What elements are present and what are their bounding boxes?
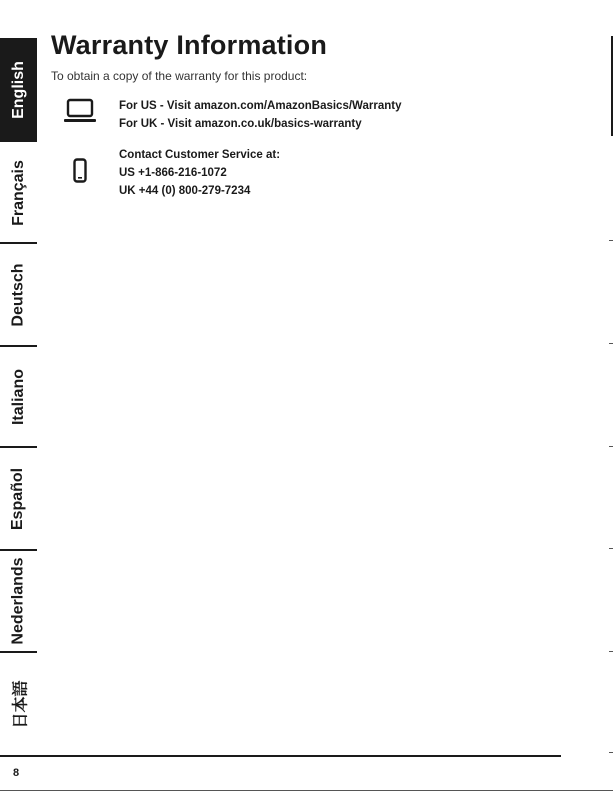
tab-espanol-label: Español <box>9 467 27 531</box>
edge-tick <box>609 343 613 344</box>
edge-tick <box>609 752 613 753</box>
page-subtitle: To obtain a copy of the warranty for this product: <box>51 69 308 83</box>
edge-tick <box>609 240 613 241</box>
tab-japanese-label: 日本語 <box>12 679 30 729</box>
tab-nederlands-label: Nederlands <box>9 557 27 645</box>
language-tabs <box>0 38 37 755</box>
phone-icon <box>60 146 100 186</box>
tab-nederlands[interactable] <box>0 551 37 651</box>
warranty-row <box>60 97 401 137</box>
edge-tick <box>609 548 613 549</box>
tab-francais[interactable] <box>0 142 37 244</box>
tab-italiano[interactable] <box>0 347 37 447</box>
warranty-lines <box>119 97 401 137</box>
warranty-us-link[interactable]: For US - Visit amazon.com/AmazonBasics/Warranty <box>119 100 402 112</box>
tab-deutsch[interactable] <box>0 244 37 346</box>
bottom-rule <box>0 790 613 791</box>
tab-english-label: English <box>9 61 27 119</box>
customer-service-row <box>60 146 280 200</box>
customer-service-lines <box>119 146 280 200</box>
tab-italiano-label: Italiano <box>9 368 27 426</box>
customer-service-uk-phone[interactable]: UK +44 (0) 800-279-7234 <box>119 185 251 197</box>
edge-tick <box>609 446 613 447</box>
page-title: Warranty Information <box>51 30 328 60</box>
customer-service-heading: Contact Customer Service at: <box>119 149 281 161</box>
footer-rule <box>0 755 561 757</box>
customer-service-us-phone[interactable]: US +1-866-216-1072 <box>119 167 227 179</box>
tab-japanese[interactable] <box>0 653 37 755</box>
warranty-uk-link[interactable]: For UK - Visit amazon.co.uk/basics-warranty <box>119 118 362 130</box>
tab-francais-label: Français <box>9 160 27 226</box>
edge-tick <box>609 651 613 652</box>
page-number: 8 <box>13 767 20 779</box>
tab-espanol[interactable] <box>0 448 37 550</box>
edge-trim-bar <box>611 36 613 136</box>
tab-english[interactable] <box>0 38 37 142</box>
laptop-icon <box>60 97 100 137</box>
tab-deutsch-label: Deutsch <box>9 263 27 327</box>
